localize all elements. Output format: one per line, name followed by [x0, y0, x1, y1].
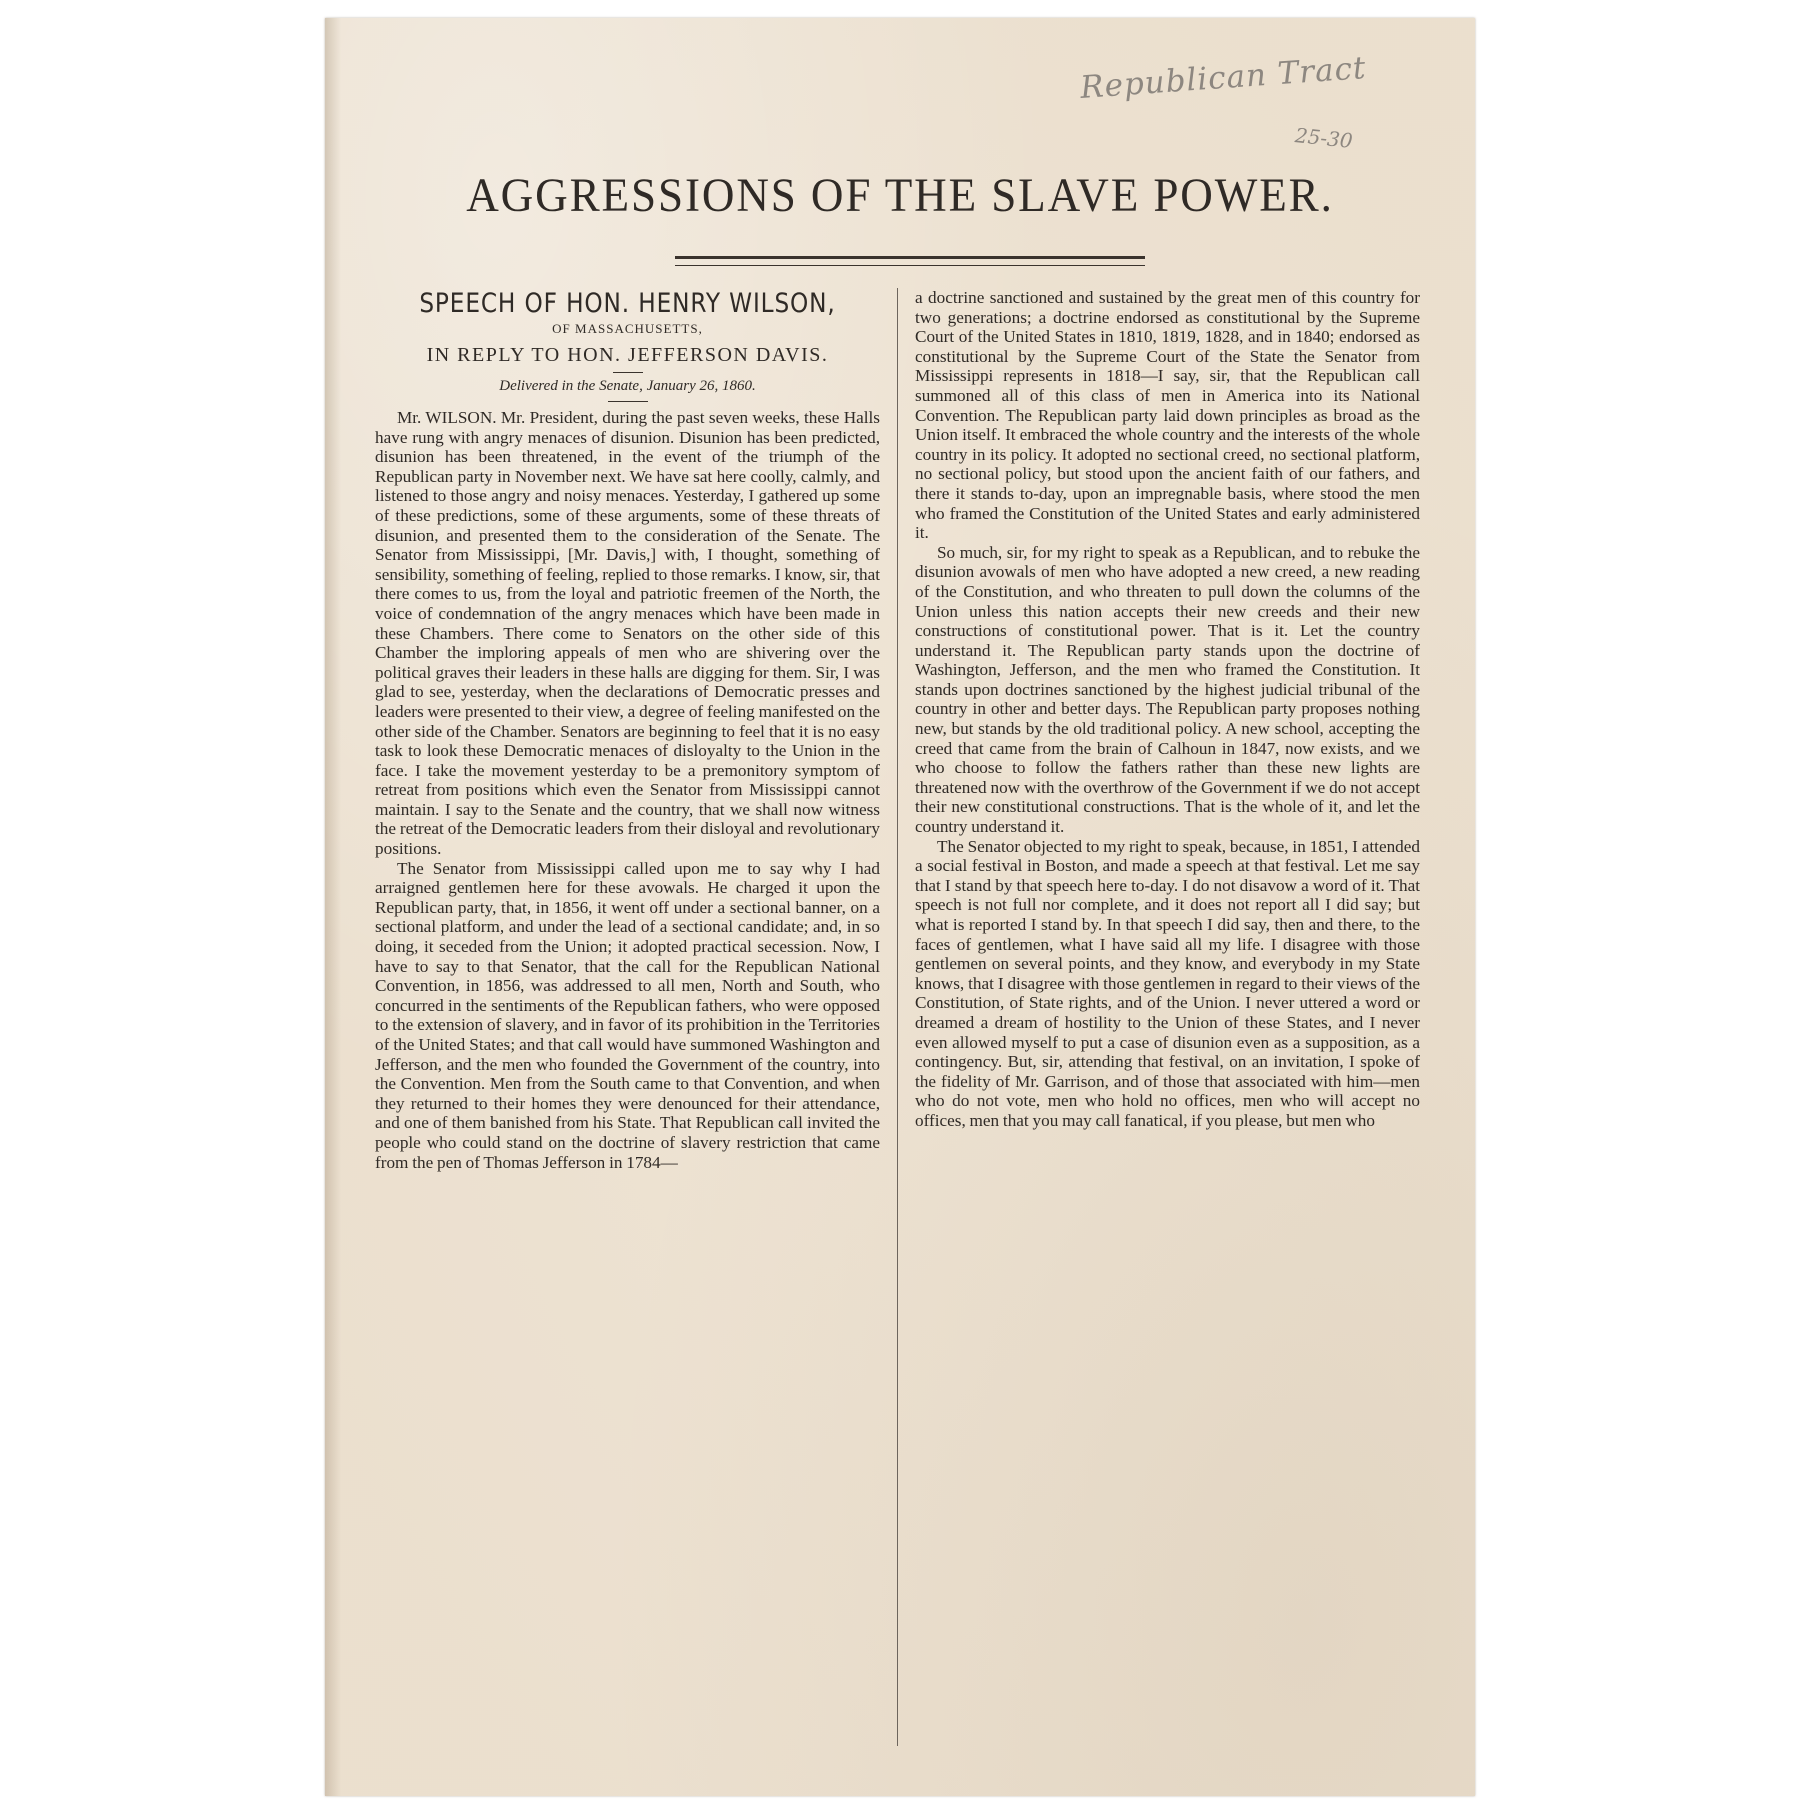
paragraph: a doctrine sanctioned and sustained by the great men of this country for two generations; a doctrine endorsed as constitutional by the Supreme Court of the United States in 1810, 1819, 1828, and in 1840; endorsed as constitutional by the Supreme Court of the State the Senator from Mississippi represents in 1818—I say, sir, that the Republican call summoned all of this class of men in America into its National Convention. The Republican party laid down principles as broad as the Union itself. It embraced the whole country and the interests of the whole country in its policy. It adopted no sectional creed, no sectional platform, no sectional policy, but stood upon the ancient faith of our fathers, and there it stands to-day, upon an impregnable basis, where stood the men who framed the Constitution of the United States and early administered it. [915, 288, 1420, 543]
handwritten-price: 25-30 [1293, 123, 1354, 153]
column-divider [897, 288, 898, 1746]
heading-rule [613, 372, 643, 373]
heading-rule-2 [608, 401, 648, 402]
left-column [375, 288, 880, 1172]
speech-reply: IN REPLY TO HON. JEFFERSON DAVIS. [426, 344, 829, 366]
handwritten-annotation: Republican Tract [1079, 50, 1368, 106]
paragraph: Mr. WILSON. Mr. President, during the past seven weeks, these Halls have rung with angry menaces of disunion. Disunion has been predicted, disunion has been threatened, in the event of the triumph of the Republican party in November next. We have sat here coolly, calmly, and listened to those angry and noisy menaces. Yesterday, I gathered up some of these predictions, some of these arguments, some of these threats of disunion, and presented them to the consideration of the Senate. The Senator from Mississippi, [Mr. Davis,] with, I thought, something of sensibility, something of feeling, replied to those remarks. I know, sir, that there comes to us, from the loyal and patriotic freemen of the North, the voice of condemnation of the angry menaces which have been made in these Chambers. There come to Senators on the other side of this Chamber the imploring appeals of men who are shivering over the political graves their leaders in these halls are digging for them. Sir, I was glad to see, yesterday, when the declarations of Democratic presses and leaders were presented to their view, a degree of feeling manifested on the other side of the Chamber. Senators are beginning to feel that it is no easy task to look these Democratic menaces of disloyalty to the Union in the face. I take the movement yesterday to be a premonitory symptom of retreat from positions which even the Senator from Mississippi cannot maintain. I say to the Senate and the country, that we shall now witness the retreat of the Democratic leaders from their disloyal and revolutionary positions. [375, 408, 880, 859]
speech-delivered: Delivered in the Senate, January 26, 1860. [499, 378, 756, 394]
paragraph: The Senator from Mississippi called upon me to say why I had arraigned gentlemen here for these avowals. He charged it upon the Republican party, that, in 1856, it went off under a sectional banner, on a sectional platform, and under the lead of a sectional candidate; and, in so doing, it seceded from the Union; it adopted practical secession. Now, I have to say to that Senator, that the call for the Republican National Convention, in 1856, was addressed to all men, North and South, who concurred in the sentiments of the Republican fathers, who were opposed to the extension of slavery, and in favor of its prohibition in the Territories of the United States; and that call would have summoned Washington and Jefferson, and the men who founded the Government of the country, into the Convention. Men from the South came to that Convention, and when they returned to their homes they were denounced for their attendance, and one of them banished from his State. That Republican call invited the people who could stand on the doctrine of slavery restriction that came from the pen of Thomas Jefferson in 1784— [375, 858, 880, 1172]
document-page [325, 18, 1475, 1796]
right-column [915, 288, 1420, 1131]
speech-heading: SPEECH OF HON. HENRY WILSON, [419, 288, 836, 319]
document-title: AGGRESSIONS OF THE SLAVE POWER. [466, 169, 1334, 222]
paragraph: The Senator objected to my right to speak, because, in 1851, I attended a social festival in Boston, and made a speech at that festival. Let me say that I stand by that speech here to-day. I do not disavow a word of it. That speech is not full nor complete, and it does not report all I did say; but what is reported I stand by. In that speech I did say, then and there, to the faces of gentlemen, what I have said all my life. I disagree with those gentlemen on several points, and they know, and everybody in my State knows, that I disagree with those gentlemen in regard to their views of the Constitution, of State rights, and of the Union. I never uttered a word or dreamed a dream of hostility to the Union of these States, and I never even allowed myself to put a case of disunion even as a supposition, as a contingency. But, sir, attending that festival, on an invitation, I spoke of the fidelity of Mr. Garrison, and of those that associated with him—men who do not vote, men who hold no offices, men who will accept no offices, men that you may call fanatical, if you please, but men who [915, 836, 1420, 1130]
speech-state: OF MASSACHUSETTS, [552, 321, 703, 336]
paragraph: So much, sir, for my right to speak as a Republican, and to rebuke the disunion avowals of men who have adopted a new creed, a new reading of the Constitution, and who threaten to pull down the columns of the Union unless this nation accepts their new creeds and their new constructions of constitutional power. That is it. Let the country understand it. The Republican party stands upon the doctrine of Washington, Jefferson, and the men who framed the Constitution. It stands upon doctrines sanctioned by the highest judicial tribunal of the country in other and better days. The Republican party proposes nothing new, but stands by the old traditional policy. A new school, accepting the creed that came from the brain of Calhoun in 1847, now exists, and we who choose to follow the fathers rather than these new lights are threatened now with the overthrow of the Government if we do not accept their new constitutional constructions. That is the whole of it, and let the country understand it. [915, 542, 1420, 837]
title-rule [675, 256, 1145, 266]
